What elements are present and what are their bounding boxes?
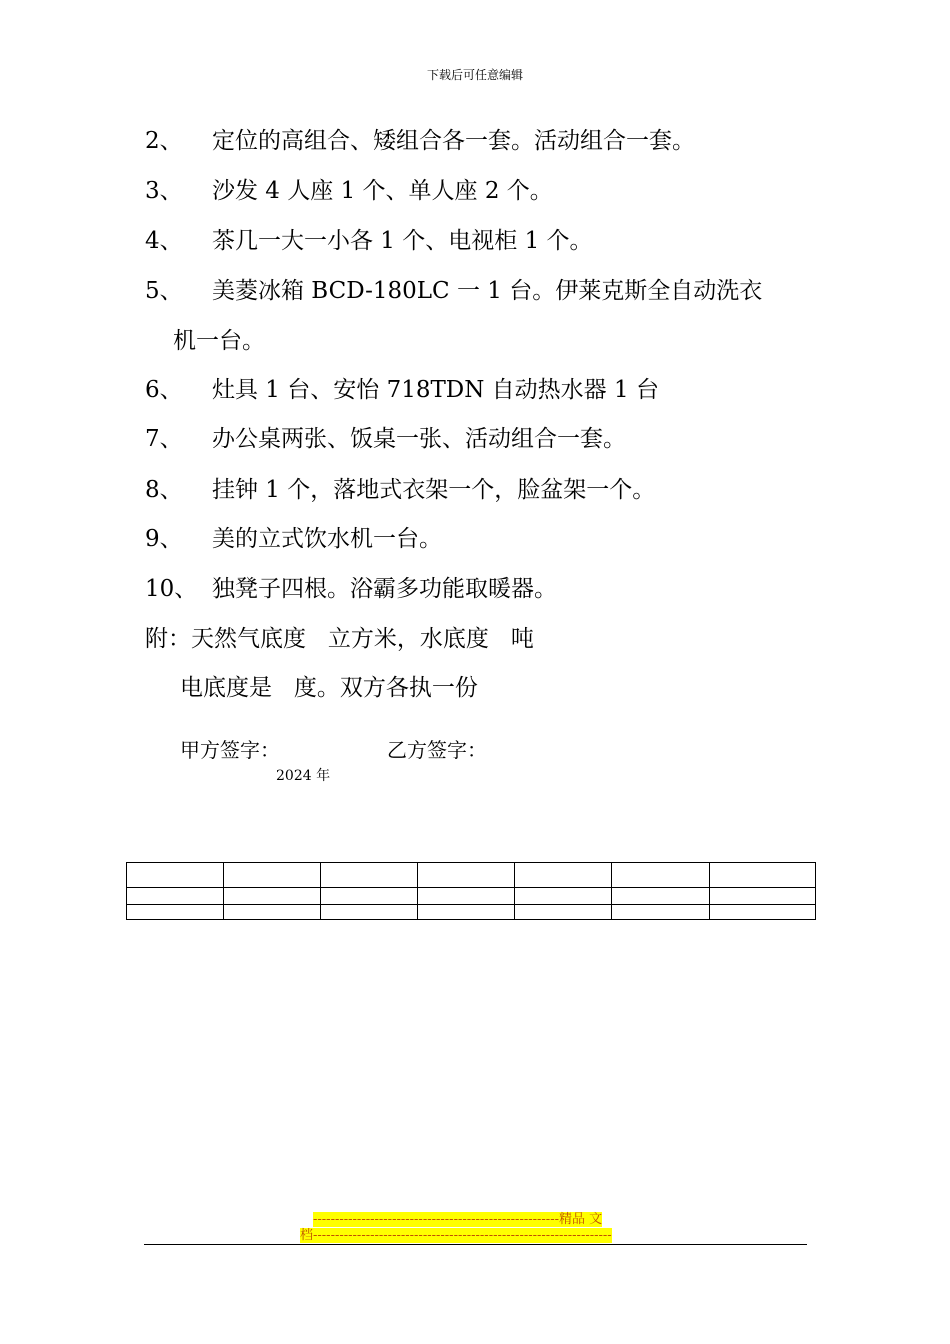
list-item — [145, 276, 762, 306]
appendix-line-2: 电底度是 度。双方各执一份 — [180, 675, 478, 701]
party-b-signature-label: 乙方签字： — [387, 738, 487, 762]
item-number: 4、 — [145, 228, 183, 254]
table-row — [127, 863, 816, 888]
table-cell — [612, 888, 710, 905]
list-item — [145, 176, 553, 206]
footer-line-1: --------------------------------------------------------精品 文 — [313, 1212, 603, 1227]
item-text: 挂钟 1 个，落地式衣架一个，脸盆架一个。 — [212, 477, 656, 503]
item-number: 10、 — [145, 576, 198, 602]
item-number: 6、 — [145, 377, 183, 403]
table-cell — [418, 905, 515, 920]
list-item — [145, 424, 626, 454]
table-cell — [612, 905, 710, 920]
table-row — [127, 888, 816, 905]
item-continuation: 机一台。 — [173, 328, 265, 354]
item-text: 美的立式饮水机一台。 — [212, 526, 442, 552]
list-item — [145, 226, 593, 256]
list-item — [145, 475, 655, 505]
item-number: 9、 — [145, 526, 183, 552]
table-cell — [224, 863, 321, 888]
footer-divider — [144, 1244, 807, 1245]
item-number: 8、 — [145, 477, 183, 503]
table-cell — [224, 888, 321, 905]
header-note: 下载后可任意编辑 — [426, 68, 523, 82]
item-text: 办公桌两张、饭桌一张、活动组合一套。 — [212, 426, 626, 452]
list-item — [145, 574, 557, 604]
party-a-signature-label: 甲方签字： — [180, 738, 280, 762]
signature-year: 2024 年 — [276, 768, 331, 784]
table-cell — [224, 905, 321, 920]
table-cell — [710, 863, 816, 888]
table-cell — [418, 888, 515, 905]
table-cell — [515, 888, 612, 905]
empty-table — [126, 862, 816, 920]
table-cell — [321, 888, 418, 905]
table-cell — [612, 863, 710, 888]
appendix-line-1: 附：天然气底度 立方米，水底度 吨 — [145, 626, 534, 652]
item-text: 定位的高组合、矮组合各一套。活动组合一套。 — [212, 128, 695, 154]
item-number: 3、 — [145, 178, 183, 204]
item-number: 5、 — [145, 278, 183, 304]
table-cell — [515, 905, 612, 920]
table-cell — [515, 863, 612, 888]
item-text: 美菱冰箱 BCD-180LC 一 1 台。伊莱克斯全自动洗衣 — [212, 278, 763, 304]
footer-line-2: 档-------------------------------------------------------------------- — [300, 1228, 612, 1243]
list-item — [145, 524, 442, 554]
item-number: 7、 — [145, 426, 183, 452]
list-item — [145, 375, 659, 405]
table-cell — [127, 905, 224, 920]
item-text: 独凳子四根。浴霸多功能取暖器。 — [212, 576, 557, 602]
table-cell — [127, 888, 224, 905]
item-text: 灶具 1 台、安怡 718TDN 自动热水器 1 台 — [212, 377, 659, 403]
table-cell — [127, 863, 224, 888]
footer-watermark — [300, 1212, 650, 1244]
table-cell — [710, 905, 816, 920]
table-row — [127, 905, 816, 920]
table-cell — [418, 863, 515, 888]
table-cell — [321, 905, 418, 920]
table-cell — [710, 888, 816, 905]
item-text: 茶几一大一小各 1 个、电视柜 1 个。 — [212, 228, 593, 254]
table-cell — [321, 863, 418, 888]
list-item — [145, 126, 695, 156]
item-text: 沙发 4 人座 1 个、单人座 2 个。 — [212, 178, 553, 204]
item-number: 2、 — [145, 128, 183, 154]
